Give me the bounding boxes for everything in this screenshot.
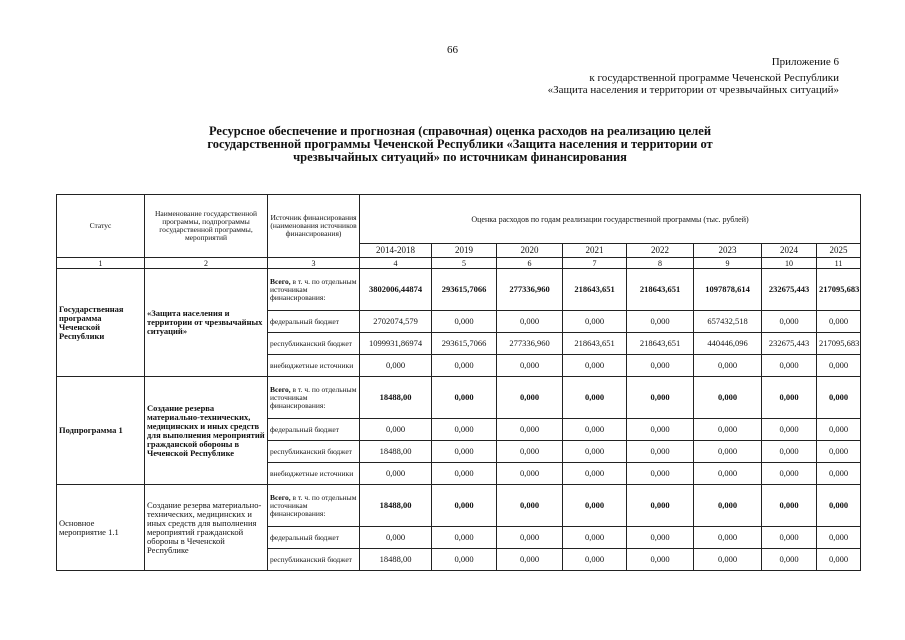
value-cell: 0,000 <box>762 463 817 485</box>
column-number: 3 <box>268 258 360 269</box>
value-cell: 657432,518 <box>694 311 762 333</box>
value-cell: 0,000 <box>694 419 762 441</box>
source-extra: внебюджетные источники <box>268 355 360 377</box>
header-year: 2020 <box>497 244 563 258</box>
value-cell: 0,000 <box>817 311 861 333</box>
source-federal: федеральный бюджет <box>268 419 360 441</box>
source-total-lead: Всего, <box>270 384 291 394</box>
value-cell: 0,000 <box>694 527 762 549</box>
value-cell: 0,000 <box>563 377 627 419</box>
source-republic: республиканский бюджет <box>268 441 360 463</box>
value-cell: 0,000 <box>497 355 563 377</box>
source-federal: федеральный бюджет <box>268 311 360 333</box>
value-cell: 0,000 <box>762 355 817 377</box>
header-year: 2025 <box>817 244 861 258</box>
value-cell: 0,000 <box>497 377 563 419</box>
value-cell: 0,000 <box>627 377 694 419</box>
value-cell: 0,000 <box>762 377 817 419</box>
value-cell: 0,000 <box>563 441 627 463</box>
header-year: 2022 <box>627 244 694 258</box>
value-cell: 0,000 <box>694 463 762 485</box>
source-total-rest: в т. ч. по отдельным источникам финансирования: <box>270 276 357 302</box>
value-cell: 0,000 <box>563 549 627 571</box>
table-row <box>57 377 861 419</box>
value-cell: 0,000 <box>497 441 563 463</box>
value-cell: 0,000 <box>762 419 817 441</box>
value-cell: 2702074,579 <box>360 311 432 333</box>
value-cell: 0,000 <box>497 549 563 571</box>
source-federal: федеральный бюджет <box>268 527 360 549</box>
value-cell: 0,000 <box>817 463 861 485</box>
table-row <box>57 485 861 527</box>
value-cell: 0,000 <box>563 527 627 549</box>
row-name: Создание резерва материально-технических, медицинских и иных средств для выполнения мероприятий гражданской обороны в Чеченской Республике <box>145 485 268 571</box>
document-title <box>140 125 780 164</box>
value-cell: 217095,683 <box>817 269 861 311</box>
value-cell: 0,000 <box>627 549 694 571</box>
value-cell: 0,000 <box>694 377 762 419</box>
value-cell: 218643,651 <box>627 269 694 311</box>
value-cell: 0,000 <box>762 441 817 463</box>
value-cell: 277336,960 <box>497 333 563 355</box>
value-cell: 0,000 <box>762 311 817 333</box>
table-row <box>57 269 861 311</box>
column-number: 8 <box>627 258 694 269</box>
header-year: 2021 <box>563 244 627 258</box>
document-title-line-2: государственной программы Чеченской Республики «Защита населения и территории от <box>207 137 713 151</box>
column-number: 5 <box>432 258 497 269</box>
value-cell: 293615,7066 <box>432 333 497 355</box>
value-cell: 18488,00 <box>360 549 432 571</box>
appendix-line-1: к государственной программе Чеченской Республики <box>589 72 839 84</box>
row-status: Государственная программа Чеченской Республики <box>57 269 145 377</box>
source-total <box>268 269 360 311</box>
value-cell: 0,000 <box>432 485 497 527</box>
value-cell: 0,000 <box>694 485 762 527</box>
column-number: 1 <box>57 258 145 269</box>
header-year: 2014-2018 <box>360 244 432 258</box>
value-cell: 0,000 <box>497 463 563 485</box>
source-total-lead: Всего, <box>270 492 291 502</box>
source-total-rest: в т. ч. по отдельным источникам финансирования: <box>270 384 357 410</box>
value-cell: 1097878,614 <box>694 269 762 311</box>
column-number: 7 <box>563 258 627 269</box>
page-number: 66 <box>447 44 458 56</box>
value-cell: 0,000 <box>432 441 497 463</box>
value-cell: 0,000 <box>694 355 762 377</box>
value-cell: 0,000 <box>432 419 497 441</box>
value-cell: 0,000 <box>563 311 627 333</box>
value-cell: 0,000 <box>432 549 497 571</box>
value-cell: 0,000 <box>762 485 817 527</box>
value-cell: 0,000 <box>360 463 432 485</box>
appendix-line-2: «Защита населения и территории от чрезвычайных ситуаций» <box>547 84 839 96</box>
document-title-line-1: Ресурсное обеспечение и прогнозная (справочная) оценка расходов на реализацию целей <box>208 124 712 138</box>
row-status: Основное мероприятие 1.1 <box>57 485 145 571</box>
value-cell: 0,000 <box>432 527 497 549</box>
value-cell: 0,000 <box>360 419 432 441</box>
row-status: Подпрограмма 1 <box>57 377 145 485</box>
appendix-title: Приложение 6 <box>771 56 839 68</box>
source-republic: республиканский бюджет <box>268 549 360 571</box>
value-cell: 0,000 <box>817 527 861 549</box>
value-cell: 18488,00 <box>360 377 432 419</box>
header-numbers-row <box>57 258 861 269</box>
value-cell: 0,000 <box>694 441 762 463</box>
value-cell: 0,000 <box>627 311 694 333</box>
value-cell: 0,000 <box>627 485 694 527</box>
value-cell: 0,000 <box>563 419 627 441</box>
value-cell: 293615,7066 <box>432 269 497 311</box>
value-cell: 18488,00 <box>360 441 432 463</box>
value-cell: 1099931,86974 <box>360 333 432 355</box>
row-name: Создание резерва материально-технических, медицинских и иных средств для выполнения мероприятий гражданской обороны в Чеченской Республике <box>145 377 268 485</box>
value-cell: 3802006,44874 <box>360 269 432 311</box>
value-cell: 0,000 <box>360 527 432 549</box>
header-name: Наименование государственной программы, подпрограммы государственной программы, мероприятий <box>145 195 268 258</box>
value-cell: 0,000 <box>497 419 563 441</box>
source-total-rest: в т. ч. по отдельным источникам финансирования: <box>270 492 357 518</box>
value-cell: 0,000 <box>762 549 817 571</box>
value-cell: 0,000 <box>497 485 563 527</box>
source-republic: республиканский бюджет <box>268 333 360 355</box>
value-cell: 0,000 <box>432 377 497 419</box>
header-estimate: Оценка расходов по годам реализации государственной программы (тыс. рублей) <box>360 195 861 244</box>
value-cell: 232675,443 <box>762 333 817 355</box>
column-number: 11 <box>817 258 861 269</box>
value-cell: 440446,096 <box>694 333 762 355</box>
source-extra: внебюджетные источники <box>268 463 360 485</box>
column-number: 4 <box>360 258 432 269</box>
value-cell: 0,000 <box>497 527 563 549</box>
value-cell: 218643,651 <box>563 269 627 311</box>
budget-table <box>56 194 861 571</box>
value-cell: 0,000 <box>563 485 627 527</box>
value-cell: 0,000 <box>627 355 694 377</box>
value-cell: 0,000 <box>432 311 497 333</box>
column-number: 10 <box>762 258 817 269</box>
value-cell: 0,000 <box>627 419 694 441</box>
value-cell: 0,000 <box>360 355 432 377</box>
value-cell: 0,000 <box>563 355 627 377</box>
value-cell: 0,000 <box>817 441 861 463</box>
column-number: 9 <box>694 258 762 269</box>
value-cell: 0,000 <box>694 549 762 571</box>
value-cell: 0,000 <box>432 463 497 485</box>
value-cell: 0,000 <box>563 463 627 485</box>
header-year: 2019 <box>432 244 497 258</box>
value-cell: 0,000 <box>817 419 861 441</box>
value-cell: 0,000 <box>627 441 694 463</box>
column-number: 6 <box>497 258 563 269</box>
value-cell: 0,000 <box>627 527 694 549</box>
value-cell: 277336,960 <box>497 269 563 311</box>
source-total <box>268 485 360 527</box>
column-number: 2 <box>145 258 268 269</box>
value-cell: 18488,00 <box>360 485 432 527</box>
value-cell: 0,000 <box>432 355 497 377</box>
value-cell: 0,000 <box>817 355 861 377</box>
value-cell: 0,000 <box>817 377 861 419</box>
header-year: 2023 <box>694 244 762 258</box>
row-name: «Защита населения и территории от чрезвычайных ситуаций» <box>145 269 268 377</box>
header-status: Статус <box>57 195 145 258</box>
value-cell: 218643,651 <box>627 333 694 355</box>
header-year: 2024 <box>762 244 817 258</box>
value-cell: 0,000 <box>627 463 694 485</box>
document-title-line-3: чрезвычайных ситуаций» по источникам финансирования <box>293 150 627 164</box>
value-cell: 232675,443 <box>762 269 817 311</box>
value-cell: 0,000 <box>817 485 861 527</box>
source-total-lead: Всего, <box>270 276 291 286</box>
source-total <box>268 377 360 419</box>
value-cell: 217095,683 <box>817 333 861 355</box>
value-cell: 0,000 <box>817 549 861 571</box>
header-source: Источник финансирования (наименования источников финансирования) <box>268 195 360 258</box>
value-cell: 0,000 <box>497 311 563 333</box>
value-cell: 0,000 <box>762 527 817 549</box>
value-cell: 218643,651 <box>563 333 627 355</box>
